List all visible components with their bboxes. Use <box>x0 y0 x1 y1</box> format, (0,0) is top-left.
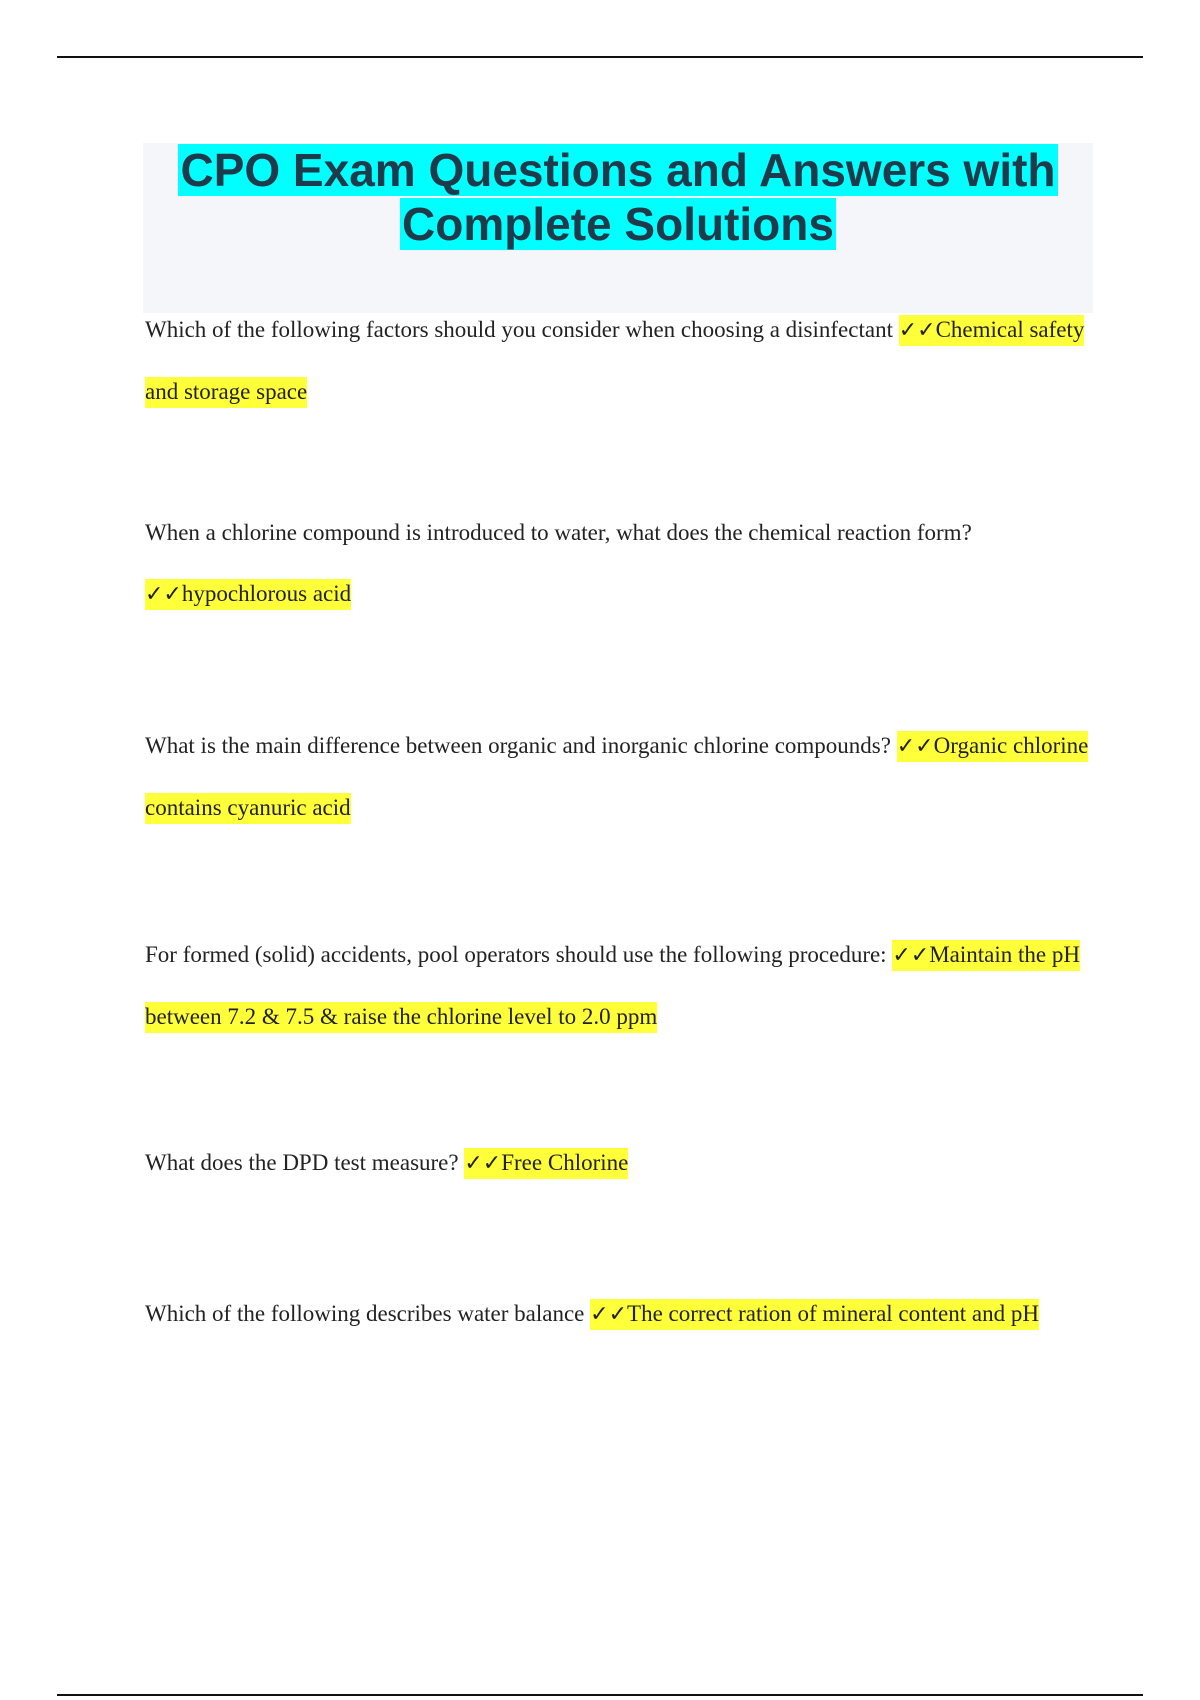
question-text: What is the main difference between organic and inorganic chlorine compounds? <box>145 733 891 758</box>
qa-item-3 <box>145 715 1105 838</box>
qa-item-5 <box>145 1132 1105 1194</box>
check-marks-icon: ✓✓ <box>145 582 182 607</box>
answer-text: Maintain the pH between 7.2 & 7.5 & raise the chlorine level to 2.0 ppm <box>145 942 1080 1029</box>
answer-text: Organic chlorine contains cyanuric acid <box>145 733 1089 820</box>
answer-highlight <box>145 579 351 610</box>
question-text: Which of the following factors should you consider when choosing a disinfectant <box>145 317 893 342</box>
answer-highlight <box>464 1148 628 1179</box>
top-rule <box>57 56 1143 58</box>
question-text: For formed (solid) accidents, pool operators should use the following procedure: <box>145 942 887 967</box>
question-text: When a chlorine compound is introduced to water, what does the chemical reaction form? <box>145 520 972 545</box>
qa-item-6 <box>145 1283 1105 1345</box>
answer-text: hypochlorous acid <box>181 581 352 606</box>
check-marks-icon: ✓✓ <box>896 734 934 759</box>
answer-text: The correct ration of mineral content and pH <box>627 1301 1039 1326</box>
check-marks-icon: ✓✓ <box>464 1151 502 1176</box>
answer-text: Chemical safety and storage space <box>145 317 1085 404</box>
title-line-1: CPO Exam Questions and Answers with <box>180 144 1056 196</box>
answer-text: Free Chlorine <box>501 1150 629 1175</box>
check-marks-icon: ✓✓ <box>892 943 930 968</box>
answer-highlight <box>590 1299 1039 1330</box>
check-marks-icon: ✓✓ <box>898 318 936 343</box>
qa-item-4 <box>145 924 1105 1047</box>
question-text: Which of the following describes water balance <box>145 1301 585 1326</box>
bottom-rule <box>57 1694 1143 1696</box>
qa-item-1 <box>145 299 1105 422</box>
check-marks-icon: ✓✓ <box>590 1302 628 1327</box>
document-title <box>143 143 1093 313</box>
qa-item-2 <box>145 502 1105 625</box>
title-line-2: Complete Solutions <box>402 198 834 250</box>
question-text: What does the DPD test measure? <box>145 1150 459 1175</box>
